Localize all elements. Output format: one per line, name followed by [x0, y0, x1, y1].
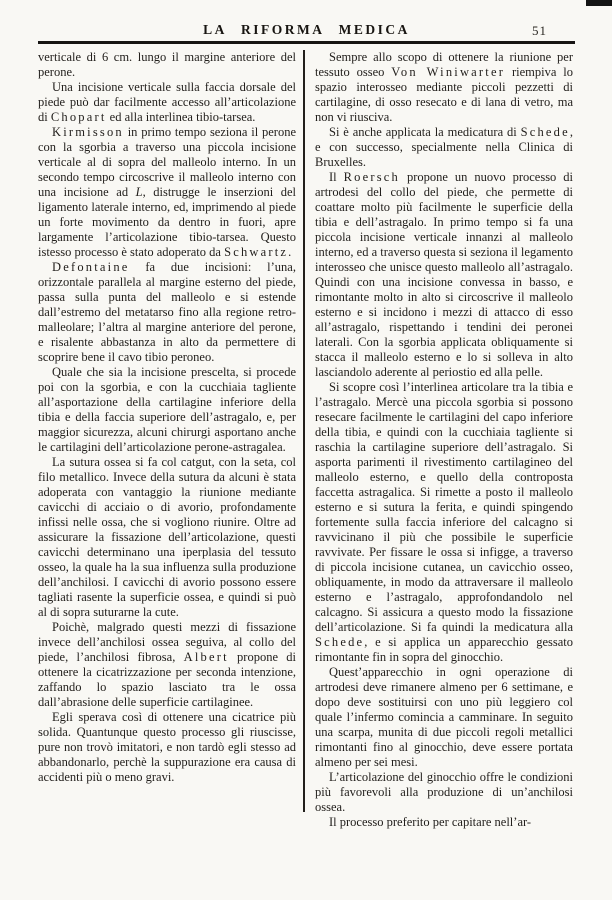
paragraph: L’articolazione del ginocchio offre le condizioni più favorevoli alla produzione di un’anchilosi ossea. [315, 770, 573, 814]
paragraph: verticale di 6 cm. lungo il margine anteriore del perone. [38, 50, 296, 79]
page-header [38, 22, 575, 40]
journal-title: LA RIFORMA MEDICA [203, 22, 410, 37]
paragraph: Una incisione verticale sulla faccia dorsale del piede può dar facilmente accesso all’articolazione di Chopart ed alla interlinea tibio-tarsea. [38, 80, 296, 124]
paragraph: Quest’apparecchio in ogni operazione di artrodesi deve rimanere almeno per 6 settimane, e dopo deve sostituirsi con uno più leggiero col quale l’infermo comincia a camminare. In seguito una scarpa, munita di due piccoli regoli metallici rimontanti fino al ginocchio, deve essere portata almeno per sei mesi. [315, 665, 573, 769]
header-rule [38, 41, 575, 44]
paragraph: Il processo preferito per capitare nell’ar- [329, 815, 532, 829]
paragraph: Sempre allo scopo di ottenere la riunione per tessuto osseo Von Winiwarter riempiva lo spazio interosseo mediante piccoli pezzetti di cartilagine, di osso resecato e di lana di vetro, ma non vi riusciva. [315, 50, 574, 124]
paragraph: Il Roersch propone un nuovo processo di artrodesi del collo del piede, che permette di coattare molto più facilmente le superficie della tibia e dell’astragalo. In primo tempo si fa una piccola incisione verticale innanzi al malleolo interno, ed a traverso questa si seziona il legamento interosseo che unisce questo malleolo all’astragalo. Quindi con una incisione convessa in basso, e rimontante molto in alto si circoscrive il malleolo esterno e si incidono i mezzi di attacco di esso all’astragalo, rispettando i tendini dei peronei laterali. Con la sgorbia applicata obliquamente si stacca il malleolo esterno e lo si solleva in alto lasciandolo aderente al periostio ed alla pelle. [315, 170, 573, 379]
paragraph: Si è anche applicata la medicatura di Schede, e con successo, specialmente nella Clinica di Bruxelles. [315, 125, 573, 169]
paragraph: Si scopre così l’interlinea articolare tra la tibia e l’astragalo. Mercè una piccola sgorbia si possono resecare facilmente le cartilagini del capo inferiore della tibia, e quindi con la cucchiaia tagliente si raschia la cartilagine superiore dell’astragalo. Si asporta parimenti il rivestimento cartilagineo del malleolo esterno, e quello della controposta faccetta astragalica. Si rimette a posto il malleolo esterno e si sutura la ferita, e quindi spingendo fortemente sulla faccia inferiore del calcagno si ravvicinano il più che possibile le superficie ravvivate. Per fissare le ossa si infigge, a traverso di piccola incisione cutanea, un cavicchio osseo, obliquamente, in modo da attraversare il malleolo esterno e l’astragalo, approfondandolo nel calcagno. Si assicura a questo modo la fissazione dell’articolazione. Si fa quindi la medicatura alla Schede, e si applica un apparecchio gessato rimontante fin in sopra del ginocchio. [315, 380, 573, 664]
paragraph: Quale che sia la incisione prescelta, si procede poi con la sgorbia, e con la cucchiaia tagliente all’asportazione della cartilagine inferiore della tibia e della faccia superiore dell’astragalo, e, per maggior sicurezza, alcuni chirurgi asportano anche le cartilagini dell’articolazione perone-astragalea. [38, 365, 296, 454]
paragraph: Defontaine fa due incisioni: l’una, orizzontale parallela al margine esterno del piede, passa sulla punta del malleolo e si estende dall’estremo del metatarso fino alla regione retro-malleolare; l’altra al margine anteriore del perone, e risalente abbastanza in alto da permettere di scoprire bene il cavo tibio peroneo. [38, 260, 296, 364]
text-columns [38, 50, 575, 830]
right-column [315, 50, 573, 830]
left-column [38, 50, 296, 785]
page-number: 51 [532, 23, 547, 38]
paragraph: Egli sperava così di ottenere una cicatrice più solida. Quantunque questo processo gli riuscisse, pure non trovò imitatori, e non tardò egli stesso ad abbandonarlo, perchè la suppurazione era causa di accidenti più o meno gravi. [38, 710, 296, 784]
paragraph: Poichè, malgrado questi mezzi di fissazione invece dell’anchilosi ossea seguiva, al collo del piede, l’anchilosi fibrosa, Albert propone di ottenere la cicatrizzazione per seconda intenzione, zaffando lo spazio lasciato tra le ossa dall’abrasione delle superficie cartilaginee. [38, 620, 296, 709]
scan-corner-mark [586, 0, 612, 6]
paragraph: La sutura ossea si fa col catgut, con la seta, col filo metallico. Invece della sutura da alcuni è stata adoperata con vantaggio la riunione mediante cavicchi di acciaio o di avorio, profondamente infissi nelle ossa, che si vogliono riunire. Oltre ad assicurare la fissazione dell’articolazione, questi cavicchi determinano una iperplasia del tessuto osseo, la quale ha la sua influenza sulla produzione dell’anchilosi. I cavicchi di avorio possono essere tagliati rasente la superficie ossea, e quindi si può al di sopra suturarne la cute. [38, 455, 296, 619]
column-divider-rule [303, 50, 305, 812]
paragraph: Kirmisson in primo tempo seziona il perone con la sgorbia a traverso una piccola incisione verticale al di sopra del malleolo interno. In un secondo tempo circoscrive il malleolo interno con una incisione ad L, distrugge le inserzioni del ligamento laterale interno, ed, imprimendo al piede un forte movimento da dentro in fuori, apre largamente l’articolazione tibio-tarsea. Questo istesso processo è stato adoperato da Schwartz. [38, 125, 296, 259]
